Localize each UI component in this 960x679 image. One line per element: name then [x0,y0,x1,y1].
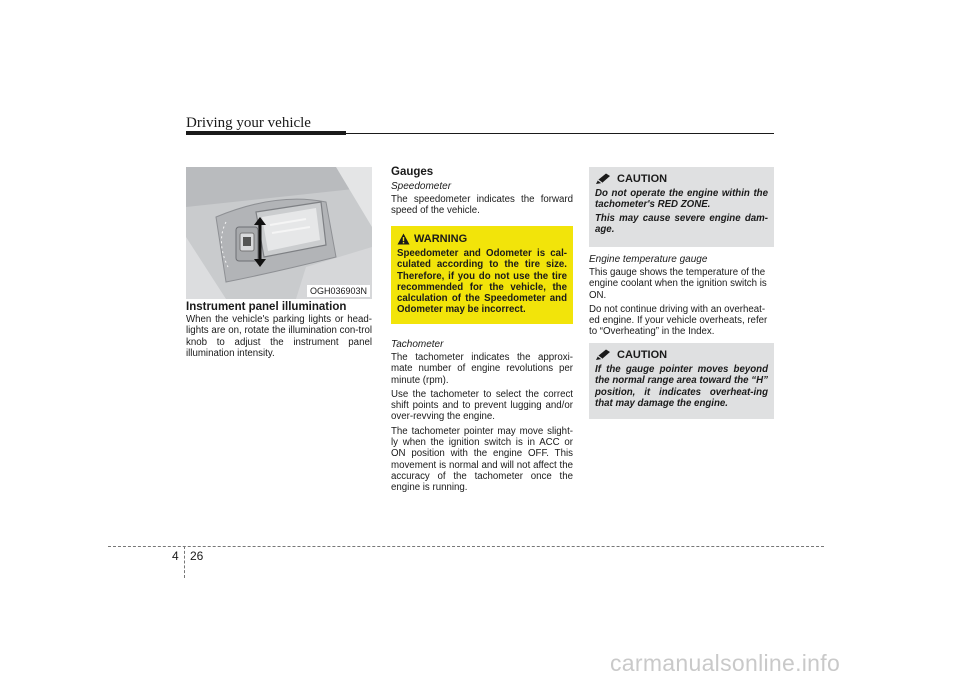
illumination-knob-figure [186,167,372,299]
engine-temp-heading: Engine temperature gauge [589,254,708,265]
caution-box-redzone [589,167,774,247]
tachometer-heading: Tachometer [391,339,444,350]
warning-text: Speedometer and Odometer is cal-culated according to the tire size. Therefore, if you do not use the tire recommended for the vehicle, the calculation of the Speedometer and Odometer may be incorrect. [397,248,567,316]
speedometer-heading: Speedometer [391,181,452,192]
warning-title-text: WARNING [414,233,468,245]
caution-title-text: CAUTION [617,349,668,361]
tachometer-text [391,352,573,497]
caution-title [595,349,768,361]
header-rule-thin [346,133,774,134]
tachometer-paragraph-3: The tachometer pointer may move slight-ly when the ignition switch is in ACC or ON position with the engine OFF. This movement is normal and will not affect the accuracy of the tachometer once the engine is running. [391,425,573,494]
caution-paragraph-1: Do not operate the engine within the tachometer's RED ZONE. [595,188,768,211]
watermark: carmanualsonline.info [610,650,841,676]
gauges-heading: Gauges [391,166,434,178]
tachometer-paragraph-1: The tachometer indicates the approxi-mate number of engine revolutions per minute (rpm). [391,352,573,386]
page-number: 26 [190,549,204,563]
tachometer-paragraph-2: Use the tachometer to select the correct shift points and to prevent lugging and/or over-revving the engine. [391,388,573,423]
illumination-heading: Instrument panel illumination [186,301,347,313]
warning-triangle-icon [397,233,410,245]
chapter-number: 4 [172,549,179,563]
warning-box [391,226,573,324]
figure-code: OGH036903N [307,285,370,297]
warning-title [397,233,567,245]
caution-box-temperature [589,343,774,419]
caution-paragraph-2: This may cause severe engine dam-age. [595,212,768,235]
dashboard-illustration [186,167,372,299]
caution-title [595,173,768,185]
footer-rule [108,546,824,547]
section-header-title: Driving your vehicle [186,115,311,131]
engine-temp-paragraph-2: Do not continue driving with an overheat-ed engine. If your vehicle overheats, refer to “Overheating” in the Index. [589,303,768,338]
caution-text [595,188,768,235]
engine-temp-text [589,267,775,341]
caution-title-text: CAUTION [617,173,668,185]
caution-text: If the gauge pointer moves beyond the normal range area toward the “H” position, it indicates overheat-ing that may damage the engine. [595,364,768,409]
footer-divider [184,546,185,578]
illumination-text: When the vehicle's parking lights or head-lights are on, rotate the illumination con-trol knob to adjust the instrument panel illumination intensity. [186,314,372,359]
caution-pencil-icon [595,173,611,185]
header-rule-thick [186,131,346,135]
caution-pencil-icon [595,349,611,361]
engine-temp-paragraph-1: This gauge shows the temperature of the engine coolant when the ignition switch is ON. [589,267,767,301]
speedometer-text: The speedometer indicates the forward speed of the vehicle. [391,194,573,217]
